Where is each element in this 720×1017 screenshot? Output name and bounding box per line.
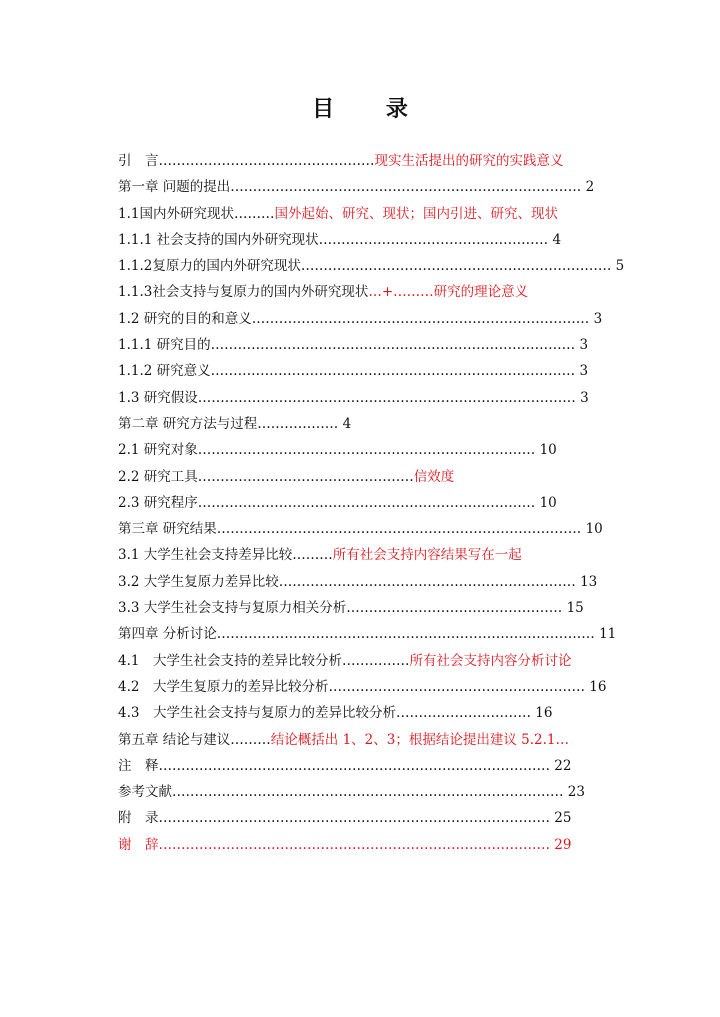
toc-entry-leader: …………………………………………………………………………… xyxy=(172,784,564,801)
toc-entry-leader: ………………………………………… xyxy=(158,153,375,169)
toc-entry[interactable] xyxy=(118,437,618,463)
toc-entry-leader: …………………………………………… xyxy=(318,231,549,248)
toc-entry-leader: …………………………………………………………………………… xyxy=(158,757,550,774)
toc-entry[interactable] xyxy=(118,753,618,779)
toc-entry-leader: ………………………… xyxy=(395,705,531,722)
toc-entry-annotation: 结论概括出 1、2、3；根据结论提出建议 5.2.1… xyxy=(270,731,569,748)
toc-entry-label: 1.3 研究假设 xyxy=(118,389,198,406)
toc-entry-label: 3.1 大学生社会支持差异比较 xyxy=(118,547,293,564)
toc-entry-label: 谢 辞 xyxy=(118,836,159,853)
toc-entry-leader: ……………………………………………………………………… xyxy=(210,337,576,354)
toc-entry-leader: ……… xyxy=(233,205,275,222)
toc-entry[interactable] xyxy=(118,385,618,411)
toc-entry-label: 3.3 大学生社会支持与复原力相关分析 xyxy=(118,600,347,617)
toc-entry-label: 4.1 大学生社会支持的差异比较分析 xyxy=(118,652,342,669)
toc-entry-leader: …………………………………………………………………… xyxy=(230,179,582,196)
toc-entry[interactable] xyxy=(118,569,618,595)
toc-entry[interactable] xyxy=(118,621,618,647)
toc-entry[interactable] xyxy=(118,542,618,568)
toc-entry-leader: …………………………………………………………………………… xyxy=(158,836,550,853)
toc-entry-label: 第一章 问题的提出 xyxy=(118,179,231,196)
toc-entry-label: 4.2 大学生复原力的差异比较分析 xyxy=(118,678,329,695)
toc-entry[interactable] xyxy=(118,727,618,753)
toc-entry[interactable] xyxy=(118,411,618,437)
toc-entry-label: 3.2 大学生复原力差异比较 xyxy=(118,573,279,590)
toc-entry-label: 1.1国内外研究现状 xyxy=(118,205,234,222)
toc-entry-page-number: 11 xyxy=(599,626,617,643)
toc-entry[interactable] xyxy=(118,490,618,516)
toc-entry-label: 第三章 研究结果 xyxy=(118,521,217,538)
toc-entry[interactable] xyxy=(118,516,618,542)
table-of-contents xyxy=(118,148,625,858)
toc-entry[interactable] xyxy=(118,227,618,253)
toc-entry[interactable] xyxy=(118,174,618,200)
toc-entry-label: 2.3 研究程序 xyxy=(118,494,198,511)
toc-entry-label: 注 释 xyxy=(118,757,159,774)
toc-entry-label: 1.1.2 研究意义 xyxy=(118,363,211,380)
toc-entry-leader: ………………………………………………………………………… xyxy=(197,389,576,406)
toc-entry-label: 附 录 xyxy=(118,810,159,827)
toc-entry-leader: ……… xyxy=(230,731,271,748)
toc-entry-page-number: 2 xyxy=(585,179,595,196)
toc-entry-leader: ……… xyxy=(292,547,333,564)
toc-title: 目 录 xyxy=(312,96,430,122)
toc-entry-label: 4.3 大学生社会支持与复原力的差异比较分析 xyxy=(118,705,396,722)
toc-entry-label: 第五章 结论与建议 xyxy=(118,731,231,748)
toc-entry-page-number: 16 xyxy=(535,705,553,722)
toc-entry-page-number: 3 xyxy=(579,337,589,354)
toc-entry-leader: ………………………………………………………………… xyxy=(197,442,536,459)
toc-entry-page-number: 10 xyxy=(539,494,557,511)
toc-entry-page-number: 10 xyxy=(539,442,557,459)
toc-entry-label: 1.2 研究的目的和意义 xyxy=(118,310,252,327)
toc-entry-label: 1.1.3社会支持与复原力的国内外研究现状 xyxy=(118,284,369,301)
toc-entry[interactable] xyxy=(118,595,618,621)
toc-entry-page-number: 29 xyxy=(554,836,572,853)
toc-entry[interactable] xyxy=(118,700,618,726)
toc-entry-page-number: 3 xyxy=(593,310,603,327)
toc-entry[interactable] xyxy=(118,332,618,358)
toc-entry-page-number: 10 xyxy=(585,521,603,538)
toc-entry-label: 第二章 研究方法与过程 xyxy=(118,415,258,432)
toc-entry-leader: …………… xyxy=(341,652,410,669)
toc-entry-leader: ………………………………………………………………… xyxy=(197,494,536,511)
toc-entry-annotation: 信效度 xyxy=(413,468,455,485)
toc-entry-leader: …………………………………………………………… xyxy=(300,258,612,275)
toc-entry-label: 引 言 xyxy=(118,153,159,169)
toc-entry[interactable] xyxy=(118,779,618,805)
toc-entry-leader: ………………………………………………………………… xyxy=(251,310,590,327)
toc-entry-label: 1.1.2复原力的国内外研究现状 xyxy=(118,258,301,275)
toc-entry[interactable] xyxy=(118,805,618,831)
toc-entry[interactable] xyxy=(118,358,618,384)
toc-entry-annotation: …+………研究的理论意义 xyxy=(368,284,529,301)
toc-entry-leader: ……………………………………………………………………… xyxy=(216,521,582,538)
toc-entry[interactable] xyxy=(118,253,625,279)
toc-entry-annotation: 现实生活提出的研究的实践意义 xyxy=(374,153,564,169)
toc-entry-annotation: 国外起始、研究、现状；国内引进、研究、现状 xyxy=(274,205,558,222)
toc-entry[interactable] xyxy=(118,648,618,674)
toc-entry-annotation: 所有社会支持内容结果写在一起 xyxy=(332,547,522,564)
toc-entry-label: 2.1 研究对象 xyxy=(118,442,198,459)
toc-entry-page-number: 23 xyxy=(567,784,585,801)
toc-entry-page-number: 3 xyxy=(580,389,589,406)
toc-entry-leader: ………………………………………………………… xyxy=(278,573,576,590)
toc-entry-leader: ………………………………………………………………………… xyxy=(216,626,595,643)
toc-entry-page-number: 15 xyxy=(566,600,584,617)
toc-entry[interactable] xyxy=(118,674,618,700)
toc-entry-label: 第四章 分析讨论 xyxy=(118,626,217,643)
toc-entry-page-number: 22 xyxy=(554,757,572,774)
toc-entry-leader: ………………………………………… xyxy=(346,600,563,617)
toc-entry-page-number: 4 xyxy=(342,415,352,432)
toc-entry-page-number: 16 xyxy=(589,678,607,695)
toc-entry-leader: ……………… xyxy=(257,415,339,432)
toc-entry-label: 1.1.1 社会支持的国内外研究现状 xyxy=(118,231,319,248)
toc-entry-leader: ……………………………………………………………………… xyxy=(210,363,576,380)
toc-entry[interactable] xyxy=(118,464,618,490)
toc-entry[interactable] xyxy=(118,148,618,174)
toc-entry[interactable] xyxy=(118,279,618,305)
toc-entry-page-number: 4 xyxy=(552,231,562,248)
toc-entry-leader: …………………………………………………………………………… xyxy=(158,810,550,827)
toc-entry-page-number: 5 xyxy=(615,258,625,275)
toc-entry-page-number: 13 xyxy=(580,573,598,590)
toc-entry-annotation: 所有社会支持内容分析讨论 xyxy=(409,652,572,669)
toc-entry-leader: ………………………………………… xyxy=(197,468,414,485)
toc-entry-label: 2.2 研究工具 xyxy=(118,468,198,485)
toc-entry[interactable] xyxy=(118,306,618,332)
toc-entry-label: 1.1.1 研究目的 xyxy=(118,337,211,354)
toc-entry-page-number: 25 xyxy=(554,810,572,827)
toc-entry-page-number: 3 xyxy=(579,363,589,380)
toc-entry[interactable] xyxy=(118,832,618,858)
toc-entry-label: 参考文献 xyxy=(118,784,172,801)
toc-entry-leader: ………………………………………………… xyxy=(328,678,585,695)
toc-entry[interactable] xyxy=(118,201,618,227)
